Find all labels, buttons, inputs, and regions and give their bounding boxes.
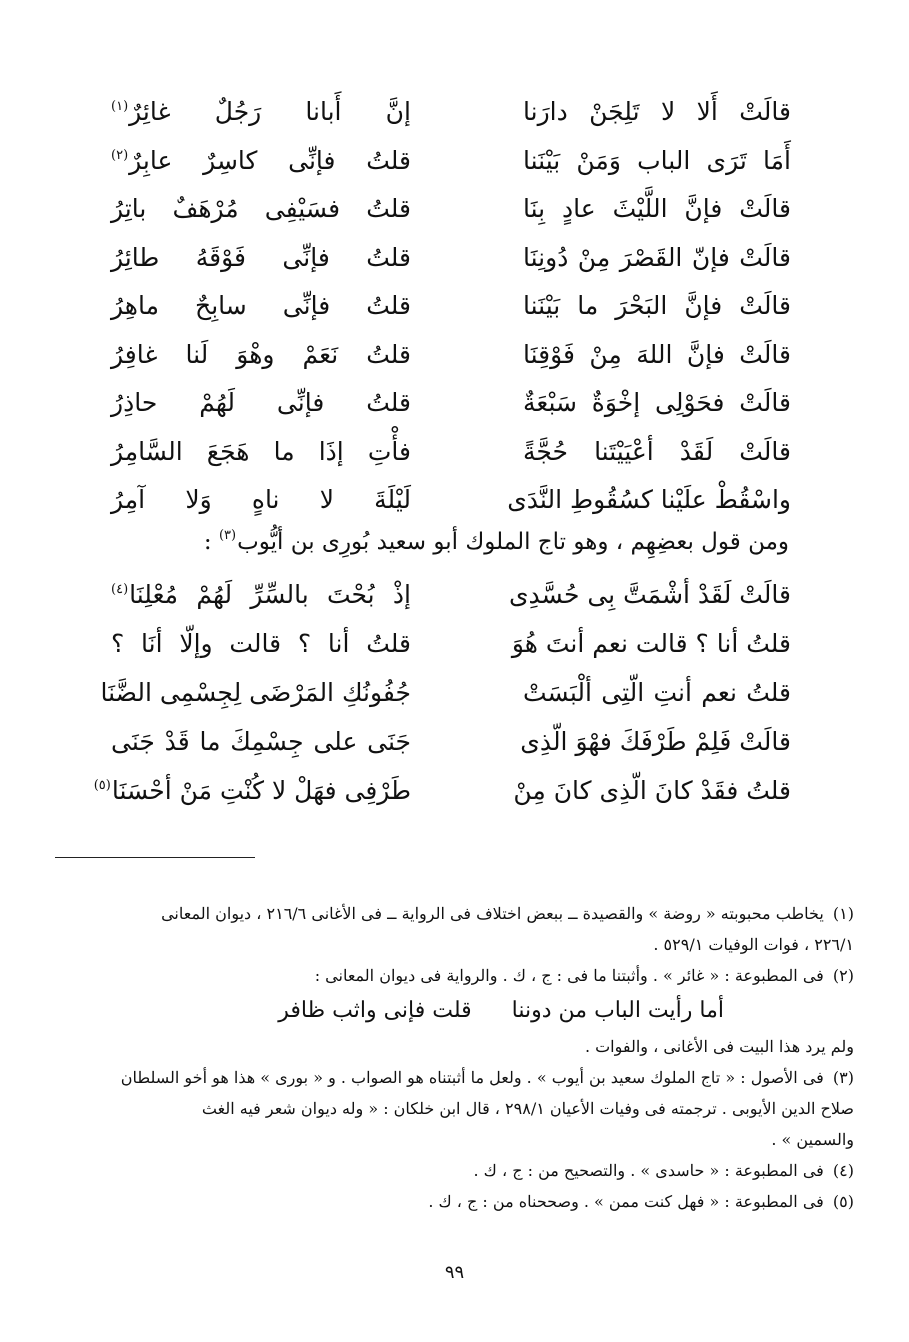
verse-7 [111, 379, 791, 428]
footnote-3-number: (٣) [832, 1068, 854, 1087]
verse-1 [111, 88, 791, 137]
footnote-ref-3: (٣) [218, 528, 237, 543]
footnotes [54, 898, 854, 1217]
verse-11-second-hemistich: قلتُ أنا ؟ قالت وإلّا أنَا ؟ [111, 628, 411, 658]
page-number: ٩٩ [444, 1262, 465, 1283]
verse-8-second-hemistich: فأْتِ إذَا ما هَجَعَ السَّامِرُ [111, 436, 411, 466]
verse-10 [111, 570, 791, 619]
footnote-2-line-2: ولم يرد هذا البيت فى الأغانى ، والفوات . [584, 1037, 854, 1056]
verse-2-second-hemistich [111, 146, 411, 176]
verse-1-second-text: إنَّ أَبانا رَجُلٌ غائِرٌ [129, 97, 411, 127]
footnote-4-line-1: فى المطبوعة : « حاسدى » . والتصحيح من : ج ، ك . [473, 1161, 824, 1180]
verse-11-first-hemistich: قلتُ أنا ؟ قالت نعم أنتَ هُوَ [511, 628, 791, 658]
verse-6 [111, 331, 791, 380]
footnote-3-line-1: فى الأصول : « تاج الملوك سعيد بن أيوب » . ولعل ما أثبتناه هو الصواب . و « بورى » هذا هو أخو السلطان [120, 1068, 824, 1087]
verse-14-second-text: طَرْفِى فهَلْ لا كُنْتِ مَنْ أحْسَنَا [111, 775, 411, 805]
verse-12 [100, 668, 791, 717]
footnote-4-number: (٤) [832, 1161, 854, 1180]
verse-14 [93, 766, 791, 815]
intro-tail: : [203, 529, 219, 555]
verse-12-first-hemistich: قلتُ نعم أنتِ الّتِى ألْبَسَتْ [523, 677, 791, 707]
footnote-5-line-1: فى المطبوعة : « فهل كنت ممن » . وصححناه من : ج ، ك . [428, 1192, 824, 1211]
footnote-5-number: (٥) [832, 1192, 854, 1211]
verse-4-second-hemistich: قلتُ فإنِّى فَوْقَهُ طائِرُ [111, 242, 411, 272]
footnote-2-number: (٢) [832, 966, 854, 985]
verse-6-second-hemistich: قلتُ نَعَمْ وهْوَ لَنا غافِرُ [111, 339, 411, 369]
verse-3-first-hemistich: قالَتْ فإنَّ اللَّيْثَ عادٍ بِنَا [523, 194, 791, 224]
verse-9 [111, 476, 791, 525]
verse-2 [111, 137, 791, 186]
verse-4 [111, 234, 791, 283]
poem-second [93, 570, 791, 815]
verse-14-first-hemistich: قلتُ فقَدْ كانَ الّذِى كانَ مِنْ [513, 775, 791, 805]
footnote-5 [54, 1186, 854, 1217]
footnote-2 [54, 960, 854, 991]
footnote-divider [55, 857, 255, 858]
verse-13 [111, 717, 791, 766]
footnote-ref-2: (٢) [111, 147, 129, 163]
footnote-3-line-2: صلاح الدين الأيوبى . ترجمته فى وفيات الأعيان ٢٩٨/١ ، قال ابن خلكان : « وله ديوان شعر فيه الغث [201, 1099, 854, 1118]
verse-10-first-hemistich: قالَتْ لَقَدْ أشْمَتَّ بِى حُسَّدِى [508, 579, 791, 609]
verse-7-second-hemistich: قلتُ فإنِّى لَهُمْ حاذِرُ [111, 388, 411, 418]
footnote-3 [54, 1062, 854, 1155]
verse-9-second-hemistich: لَيْلَةَ لا ناهٍ وَلا آمِرُ [111, 485, 411, 515]
footnote-ref-5: (٥) [93, 777, 111, 793]
verse-1-second-hemistich [111, 97, 411, 127]
verse-2-second-text: قلتُ فإنِّى كاسِرٌ عابِرٌ [129, 145, 411, 175]
verse-3-second-hemistich: قلتُ فسَيْفِى مُرْهَفٌ باتِرُ [111, 194, 411, 224]
footnote-1 [54, 898, 854, 960]
footnote-3-line-3: والسمين » . [771, 1130, 854, 1149]
verse-5-second-hemistich: قلتُ فإنِّى سابِحٌ ماهِرُ [111, 291, 411, 321]
verse-3 [111, 185, 791, 234]
poem-first [111, 88, 791, 525]
footnote-ref-1: (١) [111, 99, 129, 115]
footnote-4 [54, 1155, 854, 1186]
verse-12-second-hemistich: جُفُونُكِ المَرْضَى لِجِسْمِى الضَّنَا [100, 677, 411, 707]
footnote-2-continued [54, 1031, 854, 1062]
verse-10-second-text: إذْ بُحْتَ بالسِّرِّ لَهُمْ مُعْلِنَا [129, 579, 411, 609]
intro-line [99, 528, 789, 558]
footnote-1-line-1: يخاطب محبوبته « روضة » والقصيدة ــ ببعض اختلاف فى الرواية ــ فى الأغانى ٢١٦/٦ ، ديوان المعانى [161, 904, 824, 923]
verse-7-first-hemistich: قالَتْ فحَوْلِى إخْوَةٌ سَبْعَةٌ [523, 388, 791, 418]
footnote-1-number: (١) [832, 904, 854, 923]
verse-8-first-hemistich: قالَتْ لَقَدْ أعْيَيْتَنا حُجَّةً [523, 436, 791, 466]
verse-6-first-hemistich: قالَتْ فإنَّ اللهَ مِنْ فَوْقِنَا [523, 339, 791, 369]
verse-10-second-hemistich [111, 580, 411, 610]
verse-5 [111, 282, 791, 331]
verse-11 [111, 619, 791, 668]
verse-9-first-hemistich: واسْقُطْ علَيْنا كسُقُوطِ النَّدَى [507, 485, 791, 515]
footnote-2-verse-first: أما رأيت الباب من دوننا [511, 998, 724, 1023]
verse-8 [111, 428, 791, 477]
footnote-2-line-1: فى المطبوعة : « غائر » . وأثبتنا ما فى : ج ، ك . والرواية فى ديوان المعانى : [314, 966, 824, 985]
verse-2-first-hemistich: أَمَا تَرَى الباب وَمَنْ بَيْنَنا [523, 145, 791, 175]
verse-14-second-hemistich [93, 775, 411, 806]
verse-1-first-hemistich: قالَتْ أَلا لا تَلِجَنْ دارَنا [523, 97, 791, 127]
intro-text: ومن قول بعضِهِم ، وهو تاج الملوك أبو سعيد بُورِى بن أيُّوب [237, 529, 789, 555]
verse-13-second-hemistich: جَنَى على جِسْمِكَ ما قَدْ جَنَى [111, 726, 411, 756]
footnote-ref-4: (٤) [111, 581, 129, 597]
footnote-2-verse [54, 991, 854, 1031]
footnote-1-line-2: ٢٢٦/١ ، فوات الوفيات ٥٢٩/١ . [653, 935, 854, 954]
verse-4-first-hemistich: قالَتْ فإنّ القَصْرَ مِنْ دُونِنَا [523, 242, 791, 272]
footnote-2-verse-second: قلت فإنى واثب ظافر [278, 998, 472, 1023]
verse-5-first-hemistich: قالَتْ فإنَّ البَحْرَ ما بَيْنَنا [523, 291, 791, 321]
verse-13-first-hemistich: قالَتْ فَلِمْ طَرْفَكَ فهْوَ الّذِى [520, 726, 791, 756]
